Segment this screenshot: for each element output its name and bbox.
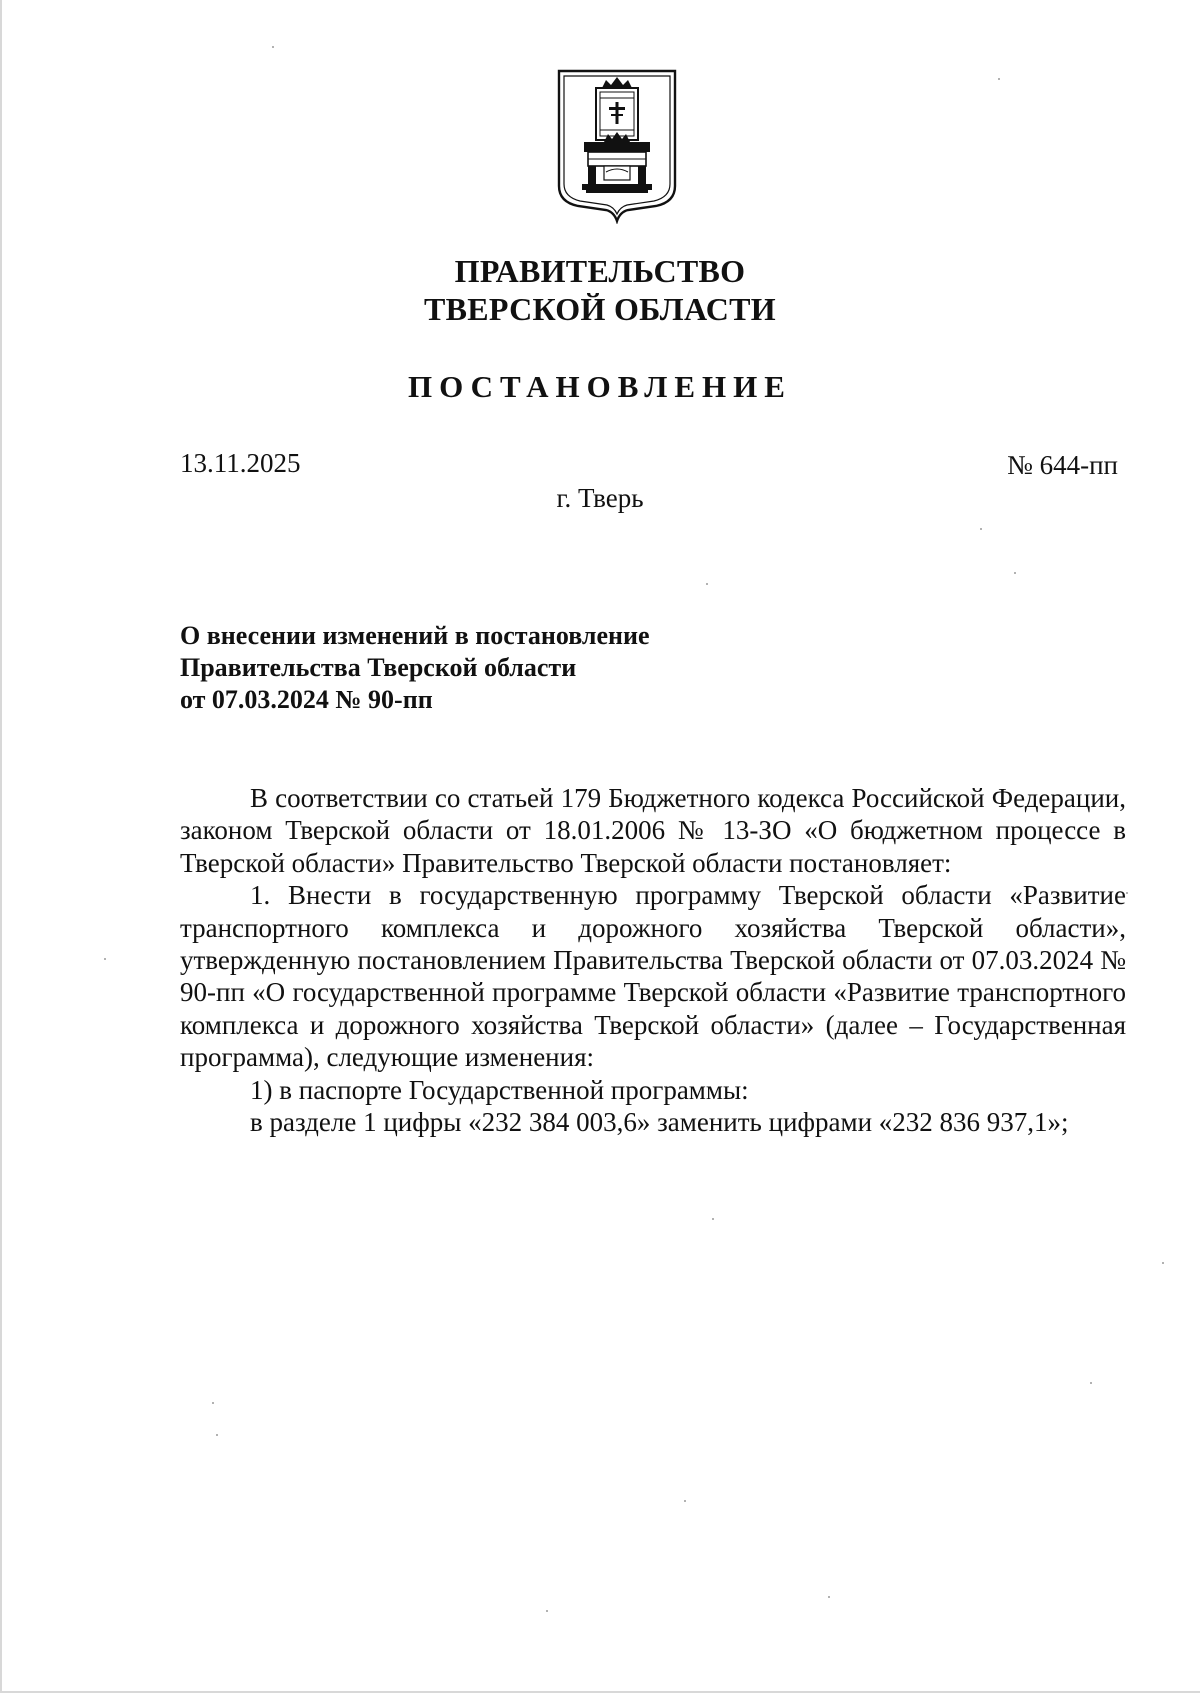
subitem-paragraph: 1) в паспорте Государственной программы: [250, 1074, 749, 1105]
document-city: г. Тверь [556, 483, 644, 513]
scan-speck [980, 528, 982, 530]
document-date: 13.11.2025 [180, 448, 301, 478]
scan-speck [684, 1500, 686, 1502]
tver-region-coat-of-arms-icon [556, 68, 678, 224]
government-title-line: ПРАВИТЕЛЬСТВО [454, 253, 746, 289]
government-title [0, 252, 1200, 328]
subitem-text-paragraph: в разделе 1 цифры «232 384 003,6» заменить цифрами «232 836 937,1»; [250, 1107, 1069, 1138]
scan-speck [828, 1596, 830, 1598]
preamble-paragraph: В соответствии со статьей 179 Бюджетного кодекса Российской Федерации, законом Тверской области от 18.01.2006 № 13-ЗО «О бюджетном процессе в Тверской области» Правительство Тверской области постановляет: [180, 783, 1126, 878]
document-body [180, 782, 1126, 1138]
scan-speck [212, 1402, 214, 1404]
subject-line: от 07.03.2024 № 90-пп [180, 685, 433, 714]
document-type: ПОСТАНОВЛЕНИЕ [408, 369, 792, 404]
scan-speck [712, 1218, 714, 1220]
subject-line: Правительства Тверской области [180, 653, 577, 682]
scan-speck [272, 46, 274, 48]
scan-speck [998, 78, 1000, 80]
government-title-line: ТВЕРСКОЙ ОБЛАСТИ [423, 291, 777, 327]
scan-speck [1126, 892, 1128, 894]
scan-speck [1090, 1382, 1092, 1384]
scan-speck [216, 1434, 218, 1436]
scan-speck [1162, 1262, 1164, 1264]
subject-line: О внесении изменений в постановление [180, 621, 650, 650]
scan-speck [104, 958, 106, 960]
scan-speck [706, 583, 708, 585]
scan-speck [1014, 572, 1016, 574]
document-subject [180, 620, 880, 716]
item-paragraph: 1. Внести в государственную программу Тверской области «Развитие транспортного комплекса и дорожного хозяйства Тверской области», утвержденную постановлением Правительства Тверской области от 07.03.2024 № 90-пп «О государственной программе Тверской области «Развитие транспортного комплекса и дорожного хозяйства Тверской области» (далее – Государственная программа), следующие изменения: [180, 880, 1126, 1073]
scan-speck [546, 1610, 548, 1612]
document-number: № 644-пп [1007, 450, 1118, 480]
